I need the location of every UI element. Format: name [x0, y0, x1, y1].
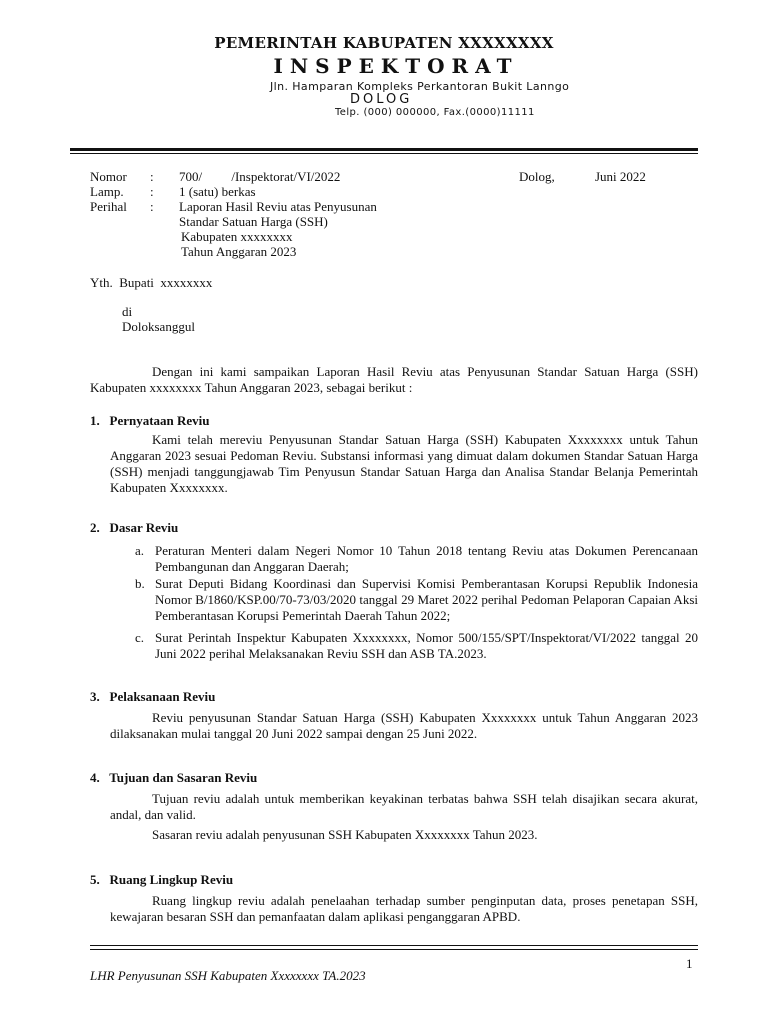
- section-5-title: 5. Ruang Lingkup Reviu: [90, 872, 234, 887]
- letterhead-government: PEMERINTAH KABUPATEN XXXXXXXX: [214, 34, 554, 52]
- list-item-mark: a.: [135, 543, 145, 558]
- perihal-line: Standar Satuan Harga (SSH): [179, 214, 328, 229]
- perihal-line: Laporan Hasil Reviu atas Penyusunan: [179, 199, 377, 214]
- perihal-label: Perihal: [90, 199, 127, 214]
- intro-paragraph: Dengan ini kami sampaikan Laporan Hasil Reviu atas Penyusunan Standar Satuan Harga (SSH) Kabupaten xxxxxxxx Tahun Anggaran 2023, sebagai berikut :: [90, 364, 698, 395]
- section-1-text: Kami telah mereviu Penyusunan Standar Satuan Harga (SSH) Kabupaten Xxxxxxxx untuk Tahun Anggaran 2023 sesuai Pedoman Reviu. Substansi informasi yang dimuat dalam dokumen Standar Satuan Harga (SSH) menjadi tanggungjawab Tim Penyusun Standar Satuan Harga dan Analisa Standar Belanja Pemerintah Kabupaten Xxxxxxxx.: [110, 432, 698, 495]
- perihal-colon: :: [150, 199, 154, 214]
- list-item-text: Peraturan Menteri dalam Negeri Nomor 10 Tahun 2018 tentang Reviu atas Dokumen Perencanaan Pembangunan dan Anggaran Daerah;: [155, 543, 698, 574]
- section-5-text: Ruang lingkup reviu adalah penelaahan terhadap sumber penginputan data, proses penetapan SSH, kewajaran besaran SSH dan pemanfaatan dalam aplikasi penganggaran APBD.: [110, 893, 698, 924]
- letterhead-address: Jln. Hamparan Kompleks Perkantoran Bukit Lanngo: [270, 80, 570, 93]
- recipient-city: Doloksanggul: [122, 319, 195, 334]
- lamp-colon: :: [150, 184, 154, 199]
- section-1-title: 1. Pernyataan Reviu: [90, 413, 210, 428]
- letterhead-office: INSPEKTORAT: [273, 54, 519, 78]
- letterhead-rule-thick: [70, 148, 698, 151]
- section-3-text: Reviu penyusunan Standar Satuan Harga (SSH) Kabupaten Xxxxxxxx untuk Tahun Anggaran 2023 dilaksanakan mulai tanggal 20 Juni 2022 sampai dengan 25 Juni 2022.: [110, 710, 698, 741]
- lamp-label: Lamp.: [90, 184, 124, 199]
- list-item-mark: c.: [135, 630, 145, 645]
- section-2-title: 2. Dasar Reviu: [90, 520, 179, 535]
- perihal-line: Kabupaten xxxxxxxx: [181, 229, 293, 244]
- footer-rule: [90, 945, 698, 946]
- section-3-title: 3. Pelaksanaan Reviu: [90, 689, 216, 704]
- nomor-colon: :: [150, 169, 154, 184]
- lamp-value: 1 (satu) berkas: [179, 184, 256, 199]
- list-item-text: Surat Deputi Bidang Koordinasi dan Supervisi Komisi Pemberantasan Korupsi Republik Indonesia Nomor B/1860/KSP.00/70-73/03/2020 tanggal 29 Maret 2022 perihal Pedoman Pelaporan Capaian Aksi Pemberantasan Korupsi Pemerintah Daerah Tahun 2022;: [155, 576, 698, 623]
- section-4-title: 4. Tujuan dan Sasaran Reviu: [90, 770, 258, 785]
- letterhead-phone: Telp. (000) 000000, Fax.(0000)11111: [335, 107, 535, 118]
- recipient-di: di: [122, 304, 133, 319]
- letter-date: Juni 2022: [595, 169, 646, 184]
- letter-place: Dolog,: [519, 169, 555, 184]
- footer-rule: [90, 949, 698, 950]
- list-item-mark: b.: [135, 576, 145, 591]
- recipient: Yth. Bupati xxxxxxxx: [90, 275, 213, 290]
- nomor-value: 700/ /Inspektorat/VI/2022: [179, 169, 341, 184]
- nomor-label: Nomor: [90, 169, 127, 184]
- letterhead-rule-thin: [70, 153, 698, 154]
- perihal-line: Tahun Anggaran 2023: [181, 244, 297, 259]
- footer-text: LHR Penyusunan SSH Kabupaten Xxxxxxxx TA.2023: [90, 968, 366, 983]
- letterhead-city: DOLOG: [350, 92, 413, 107]
- section-4-text-2: Sasaran reviu adalah penyusunan SSH Kabupaten Xxxxxxxx Tahun 2023.: [152, 827, 538, 842]
- list-item-text: Surat Perintah Inspektur Kabupaten Xxxxxxxx, Nomor 500/155/SPT/Inspektorat/VI/2022 tanggal 20 Juni 2022 perihal Melaksanakan Reviu SSH dan ASB TA.2023.: [155, 630, 698, 661]
- section-4-text-1: Tujuan reviu adalah untuk memberikan keyakinan terbatas bahwa SSH telah disajikan secara akurat, andal, dan valid.: [110, 791, 698, 822]
- page-number: 1: [686, 956, 693, 971]
